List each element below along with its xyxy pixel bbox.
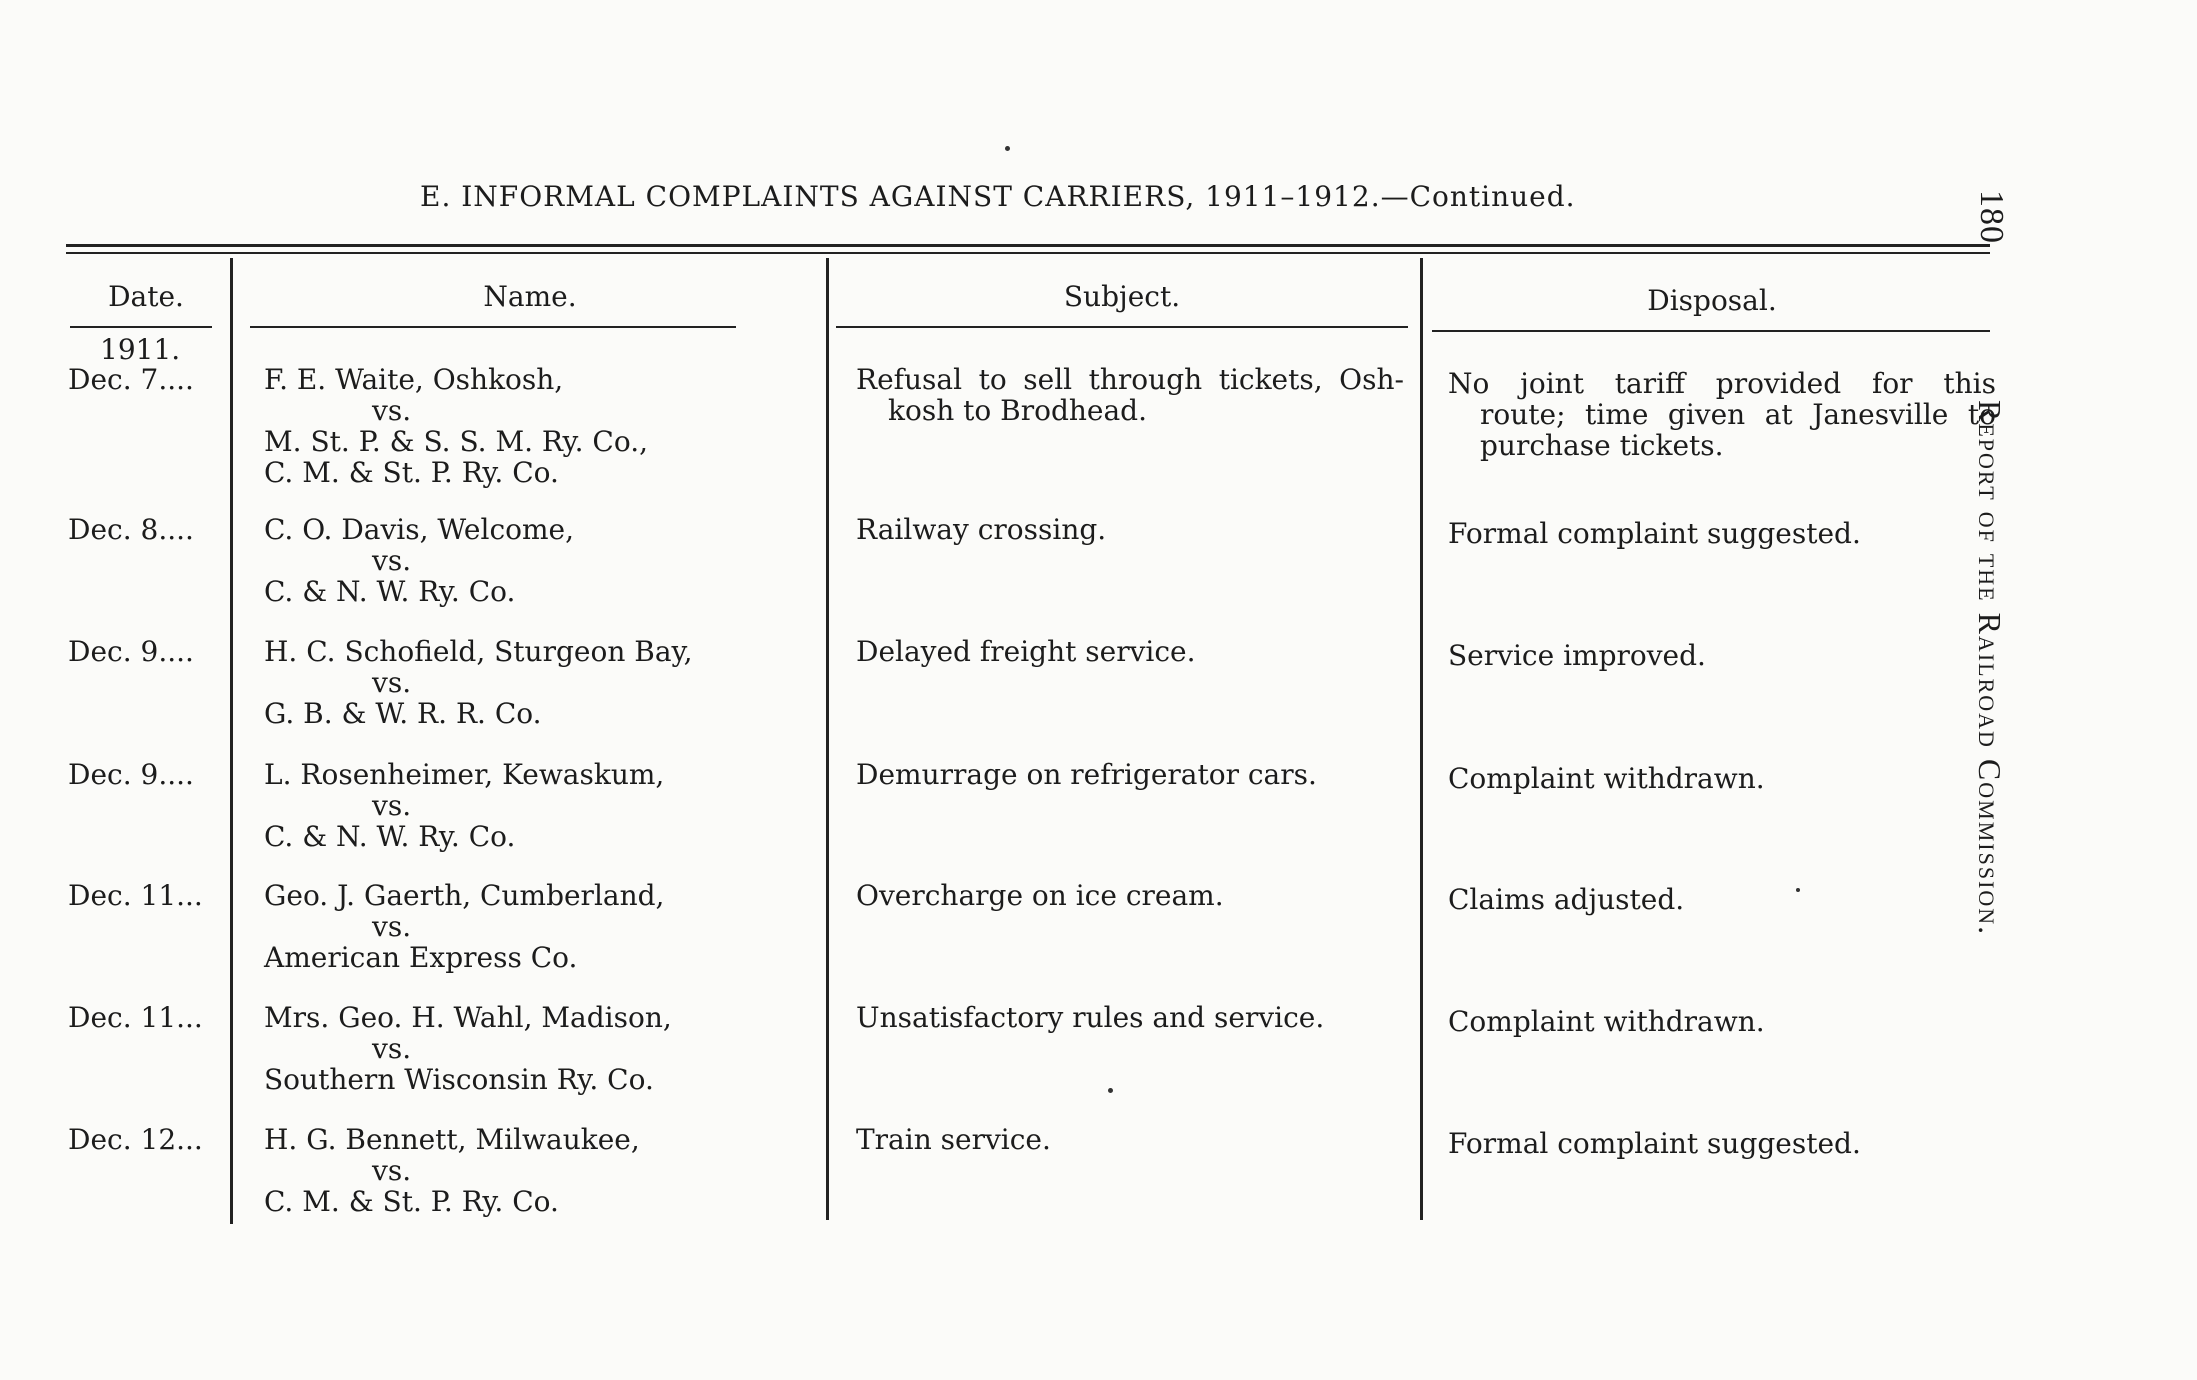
cell-line: Southern Wisconsin Ry. Co.: [264, 1063, 654, 1096]
cell-line: Mrs. Geo. H. Wahl, Madison,: [264, 1001, 672, 1034]
cell-line: Formal complaint suggested.: [1448, 1127, 1861, 1160]
disposal-cell: [1448, 518, 1996, 549]
cell-line: Railway crossing.: [856, 513, 1107, 546]
cell-line: F. E. Waite, Oshkosh,: [264, 363, 564, 396]
name-cell: [264, 1124, 640, 1217]
header-underline: [70, 326, 212, 328]
cell-line: L. Rosenheimer, Kewaskum,: [264, 758, 665, 791]
cell-line: Complaint withdrawn.: [1448, 762, 1765, 795]
cell-line: H. C. Schofield, Sturgeon Bay,: [264, 635, 693, 668]
column-divider: [230, 258, 233, 1224]
header-underline: [250, 326, 736, 328]
cell-line: Formal complaint suggested.: [1448, 517, 1861, 550]
column-divider: [826, 258, 829, 1220]
running-head-text: Report of the Railroad Commission.: [1972, 400, 2008, 937]
disposal-cell: [1448, 1128, 1996, 1159]
cell-line: vs.: [372, 1154, 412, 1187]
header-name: Name.: [483, 280, 577, 313]
page-number: 180: [1973, 190, 2010, 244]
cell-line: Refusal to sell through tickets, Osh-: [856, 363, 1404, 396]
subject-cell: [856, 514, 1404, 545]
header-subject: Subject.: [1063, 280, 1181, 313]
name-cell: [264, 514, 574, 607]
cell-line: route; time given at Janesville to: [1480, 398, 1996, 431]
subject-cell: [856, 364, 1404, 426]
cell-line: G. B. & W. R. R. Co.: [264, 697, 542, 730]
top-rule: [66, 244, 1990, 247]
date-cell: Dec. 8....: [68, 513, 194, 546]
cell-line: vs.: [372, 1032, 412, 1065]
date-cell: Dec. 9....: [68, 635, 194, 668]
page-title: E. INFORMAL COMPLAINTS AGAINST CARRIERS, 1911–1912.—Continued.: [420, 180, 1576, 213]
header-disposal: Disposal.: [1647, 284, 1777, 317]
cell-line: Train service.: [856, 1123, 1051, 1156]
top-rule-2: [66, 252, 1990, 254]
disposal-cell: [1448, 640, 1996, 671]
date-cell: Dec. 11...: [68, 1001, 203, 1034]
cell-line: Geo. J. Gaerth, Cumberland,: [264, 879, 665, 912]
subject-cell: [856, 636, 1404, 667]
cell-line: Overcharge on ice cream.: [856, 879, 1224, 912]
subject-cell: [856, 759, 1404, 790]
disposal-cell: [1448, 884, 1996, 915]
disposal-cell: [1448, 368, 1996, 461]
cell-line: purchase tickets.: [1480, 429, 1724, 462]
header-underline: [1432, 330, 1990, 332]
subject-cell: [856, 1124, 1404, 1155]
cell-line: Delayed freight service.: [856, 635, 1196, 668]
name-cell: [264, 636, 693, 729]
cell-line: No joint tariff provided for this: [1448, 367, 1996, 400]
date-cell: Dec. 7....: [68, 363, 194, 396]
disposal-cell: [1448, 763, 1996, 794]
cell-line: C. O. Davis, Welcome,: [264, 513, 575, 546]
column-divider: [1420, 258, 1423, 1220]
cell-line: Unsatisfactory rules and service.: [856, 1001, 1325, 1034]
header-underline: [836, 326, 1408, 328]
date-cell: Dec. 9....: [68, 758, 194, 791]
cell-line: American Express Co.: [264, 941, 578, 974]
cell-line: vs.: [372, 789, 412, 822]
cell-line: vs.: [372, 544, 412, 577]
cell-line: M. St. P. & S. S. M. Ry. Co.,: [264, 425, 649, 458]
date-cell: Dec. 12...: [68, 1123, 203, 1156]
cell-line: C. M. & St. P. Ry. Co.: [264, 456, 559, 489]
cell-line: C. & N. W. Ry. Co.: [264, 820, 516, 853]
cell-line: H. G. Bennett, Milwaukee,: [264, 1123, 640, 1156]
name-cell: [264, 759, 664, 852]
date-cell: Dec. 11...: [68, 879, 203, 912]
cell-line: vs.: [372, 666, 412, 699]
cell-line: vs.: [372, 394, 412, 427]
name-cell: [264, 364, 648, 488]
cell-line: Service improved.: [1448, 639, 1706, 672]
cell-line: kosh to Brodhead.: [888, 394, 1147, 427]
cell-line: Demurrage on refrigerator cars.: [856, 758, 1317, 791]
cell-line: vs.: [372, 910, 412, 943]
year-label: 1911.: [100, 333, 181, 366]
cell-line: C. M. & St. P. Ry. Co.: [264, 1185, 559, 1218]
header-date: Date.: [108, 280, 184, 313]
name-cell: [264, 880, 664, 973]
print-speck: [1005, 146, 1010, 151]
cell-line: C. & N. W. Ry. Co.: [264, 575, 516, 608]
print-speck: [1796, 888, 1800, 892]
disposal-cell: [1448, 1006, 1996, 1037]
cell-line: Claims adjusted.: [1448, 883, 1685, 916]
subject-cell: [856, 1002, 1404, 1033]
print-speck: [1108, 1088, 1113, 1093]
name-cell: [264, 1002, 672, 1095]
cell-line: Complaint withdrawn.: [1448, 1005, 1765, 1038]
subject-cell: [856, 880, 1404, 911]
